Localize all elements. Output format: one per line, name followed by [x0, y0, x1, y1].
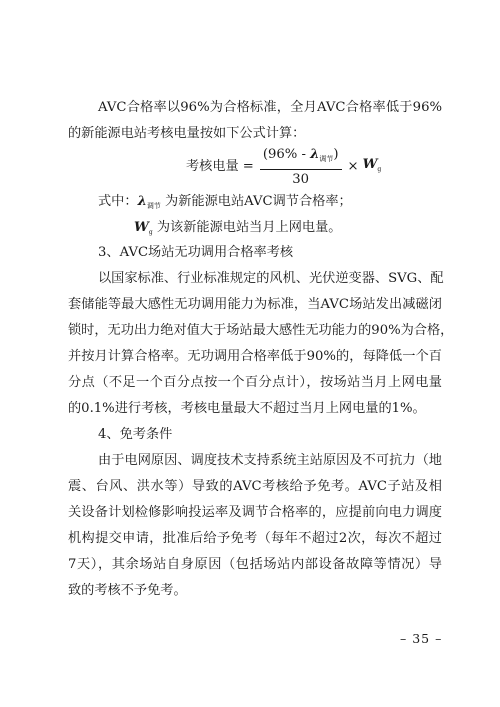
def-w-subscript: g: [148, 229, 153, 236]
w-subscript: g: [377, 165, 382, 173]
section-3-line-4: 并按月计算合格率。无功调用合格率低于90%的，每降低一个百: [68, 349, 442, 364]
def-lambda-text: 为新能源电站AVC调节合格率；: [165, 194, 352, 209]
section-3-heading: 3、AVC场站无功调用合格率考核: [98, 245, 294, 260]
formula-numerator-open: (96% -: [262, 146, 311, 162]
section-3-line-3: 锁时，无功出力绝对值大于场站最大感性无功能力的90%为合格，: [68, 323, 454, 338]
paragraph-1-line-2: 的新能源电站考核电量按如下公式计算：: [68, 126, 306, 141]
definition-lambda: [98, 192, 352, 216]
def-w-text: 为该新能源电站当月上网电量。: [156, 220, 342, 235]
section-3-line-2: 套储能等最大感性无功调用能力为标准，当AVC场站发出减磁闭: [68, 297, 442, 312]
section-4-line-2: 震、台风、洪水等）导致的AVC考核给予免考。AVC子站及相: [68, 479, 442, 494]
def-w-symbol: W: [134, 220, 149, 235]
section-3-line-6: 的0.1%进行考核，考核电量最大不超过当月上网电量的1%。: [68, 401, 426, 416]
assessment-formula: [186, 146, 381, 188]
section-3-line-5: 分点（不足一个百分点按一个百分点计），按场站当月上网电量: [68, 375, 442, 390]
section-4-line-6: 致的考核不予免考。: [68, 583, 187, 598]
def-lambda-subscript: 调节: [146, 202, 161, 210]
formula-numerator-close: ): [333, 146, 339, 162]
lambda-symbol: λ: [310, 146, 320, 162]
formula-lhs: 考核电量: [186, 159, 239, 174]
section-4-line-1: 由于电网原因、调度技术支持系统主站原因及不可抗力（地: [98, 453, 442, 468]
formula-denominator: 30: [292, 171, 310, 187]
formula-numerator: [260, 146, 342, 170]
section-4-line-5: 7天），其余场站自身原因（包括场站内部设备故障等情况）导: [68, 557, 442, 572]
definition-w: [134, 218, 341, 243]
definitions-label: 式中：: [98, 194, 138, 209]
section-3-line-1: 以国家标准、行业标准规定的风机、光伏逆变器、SVG、配: [98, 271, 444, 286]
lambda-subscript: 调节: [319, 154, 334, 163]
formula-w: [363, 155, 382, 180]
paragraph-1-line-1: AVC合格率以96%为合格标准，全月AVC合格率低于96%: [98, 100, 442, 115]
def-lambda-symbol: λ: [137, 194, 147, 209]
formula-fraction: [260, 146, 342, 189]
formula-times: ×: [347, 159, 359, 174]
section-4-line-4: 机构提交申请，批准后给予免考（每年不超过2次，每次不超过: [68, 531, 442, 546]
formula-equals: =: [242, 159, 254, 174]
page-number: – 35 –: [400, 631, 443, 646]
section-4-heading: 4、免考条件: [98, 427, 173, 442]
w-symbol: W: [362, 156, 378, 172]
section-4-line-3: 关设备计划检修影响投运率及调节合格率的，应提前向电力调度: [68, 505, 442, 520]
